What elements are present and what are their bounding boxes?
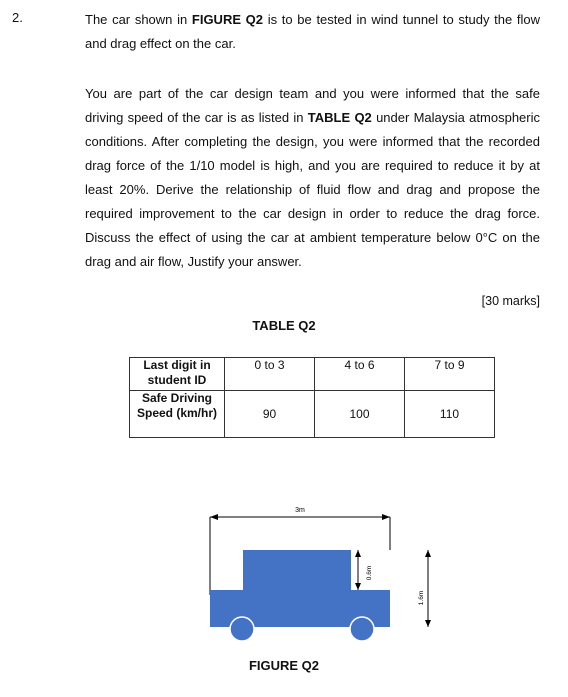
arrowhead-up-icon [425, 550, 431, 557]
car-cabin [243, 550, 351, 590]
row-header-digit: Last digit in student ID [130, 358, 225, 391]
figure-reference: FIGURE Q2 [191, 12, 264, 27]
table-cell: 100 [315, 391, 405, 438]
cabin-height-label: 0.6m [366, 565, 373, 581]
arrowhead-right-icon [382, 514, 390, 520]
figure-caption: FIGURE Q2 [248, 658, 320, 673]
table-cell: 110 [405, 391, 495, 438]
intro-text-end: is to be tested in wind tunnel to study the flow and drag effect on the car. [85, 12, 540, 51]
car-wheel-front [230, 617, 254, 641]
arrowhead-up-icon [355, 550, 361, 557]
arrowhead-down-icon [425, 620, 431, 627]
total-height-label: 1.6m [418, 590, 425, 606]
table-row [130, 358, 495, 391]
length-label: 3m [295, 507, 305, 514]
table-cell: 90 [225, 391, 315, 438]
question-body [85, 82, 540, 274]
question-intro [85, 8, 540, 56]
table-cell: 7 to 9 [405, 358, 495, 391]
arrowhead-down-icon [355, 583, 361, 590]
arrowhead-left-icon [210, 514, 218, 520]
table-cell: 0 to 3 [225, 358, 315, 391]
table-row [130, 391, 495, 438]
row-header-speed: Safe Driving Speed (km/hr) [130, 391, 225, 438]
table-reference: TABLE Q2 [307, 110, 372, 125]
body-text-start: You are part of the car design team and you were informed that the safe driving speed of the car is as listed in [85, 86, 540, 125]
body-text-end: under Malaysia atmospheric conditions. After completing the design, you were informed that the recorded drag force of the 1/10 model is high, and you are required to reduce it by at least 20%. Derive the relationship of fluid flow and drag and propose the required improvement to the car design in order to reduce the drag force. Discuss the effect of using the car at ambient temperature below 0°C on the drag and air flow, Justify your answer. [85, 110, 540, 269]
table-cell: 4 to 6 [315, 358, 405, 391]
intro-text-start: The car shown in [85, 12, 192, 27]
car-wheel-rear [350, 617, 374, 641]
car-diagram [196, 500, 446, 650]
table-caption: TABLE Q2 [252, 318, 316, 333]
speed-table [129, 357, 495, 438]
question-number: 2. [12, 10, 23, 25]
marks-label: [30 marks] [481, 294, 540, 308]
